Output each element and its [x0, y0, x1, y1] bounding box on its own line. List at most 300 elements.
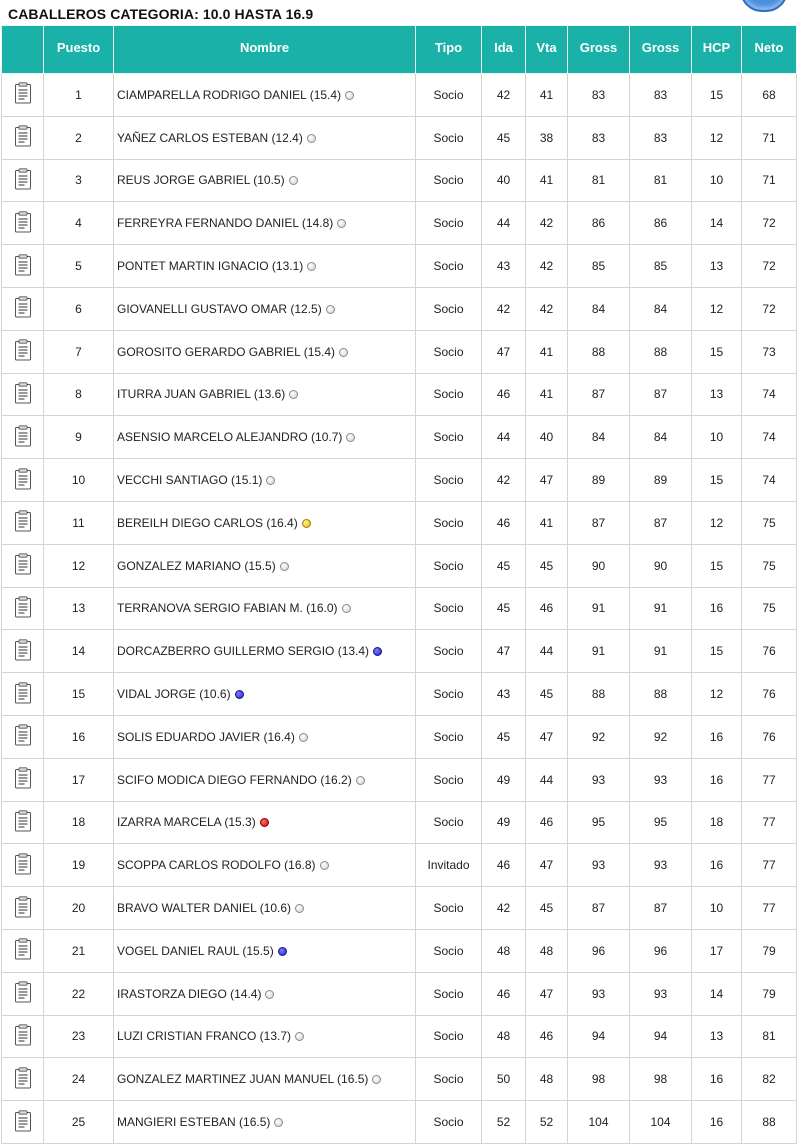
gross-2-cell: 86	[630, 202, 692, 245]
nombre-cell	[114, 758, 416, 801]
ida-cell: 43	[482, 673, 526, 716]
status-dot-icon	[260, 818, 269, 827]
neto-cell: 72	[742, 202, 797, 245]
nombre-cell	[114, 929, 416, 972]
table-row	[2, 929, 797, 972]
vta-cell: 47	[526, 972, 568, 1015]
ida-cell: 48	[482, 1015, 526, 1058]
scorecard-cell	[2, 202, 44, 245]
table-row	[2, 245, 797, 288]
nombre-cell	[114, 245, 416, 288]
hcp-cell: 17	[692, 929, 742, 972]
scorecard-cell	[2, 459, 44, 502]
neto-cell: 75	[742, 501, 797, 544]
puesto-cell: 23	[44, 1015, 114, 1058]
puesto-cell: 17	[44, 758, 114, 801]
scorecard-cell	[2, 715, 44, 758]
gross-2-cell: 85	[630, 245, 692, 288]
tipo-cell: Socio	[416, 758, 482, 801]
tipo-cell: Socio	[416, 544, 482, 587]
tipo-cell: Socio	[416, 116, 482, 159]
scorecard-icon[interactable]	[14, 468, 32, 493]
status-dot-icon	[326, 305, 335, 314]
tipo-cell: Socio	[416, 501, 482, 544]
nombre-cell	[114, 159, 416, 202]
header-vta[interactable]: Vta	[526, 26, 568, 74]
scorecard-cell	[2, 844, 44, 887]
neto-cell: 74	[742, 459, 797, 502]
gross-cell: 96	[568, 929, 630, 972]
ida-cell: 44	[482, 202, 526, 245]
hcp-cell: 16	[692, 758, 742, 801]
hcp-cell: 18	[692, 801, 742, 844]
vta-cell: 41	[526, 373, 568, 416]
status-dot-icon	[289, 390, 298, 399]
table-row	[2, 630, 797, 673]
player-name: LUZI CRISTIAN FRANCO (13.7)	[117, 1029, 292, 1044]
table-row	[2, 887, 797, 930]
nombre-cell	[114, 287, 416, 330]
ida-cell: 50	[482, 1058, 526, 1101]
vta-cell: 42	[526, 202, 568, 245]
puesto-cell: 16	[44, 715, 114, 758]
vta-cell: 42	[526, 245, 568, 288]
scorecard-icon[interactable]	[14, 810, 32, 835]
scorecard-cell	[2, 1101, 44, 1144]
scorecard-icon[interactable]	[14, 425, 32, 450]
puesto-cell: 25	[44, 1101, 114, 1144]
gross-cell: 87	[568, 887, 630, 930]
gross-cell: 83	[568, 116, 630, 159]
vta-cell: 41	[526, 74, 568, 117]
results-table	[1, 25, 797, 1144]
scorecard-cell	[2, 1015, 44, 1058]
gross-cell: 84	[568, 287, 630, 330]
puesto-cell: 2	[44, 116, 114, 159]
gross-cell: 85	[568, 245, 630, 288]
neto-cell: 72	[742, 287, 797, 330]
ida-cell: 42	[482, 287, 526, 330]
nombre-cell	[114, 459, 416, 502]
table-row	[2, 1058, 797, 1101]
player-name: ASENSIO MARCELO ALEJANDRO (10.7)	[117, 430, 343, 445]
scorecard-cell	[2, 245, 44, 288]
gross-2-cell: 93	[630, 844, 692, 887]
vta-cell: 44	[526, 630, 568, 673]
tipo-cell: Socio	[416, 972, 482, 1015]
hcp-cell: 16	[692, 1058, 742, 1101]
player-name: DORCAZBERRO GUILLERMO SERGIO (13.4)	[117, 644, 370, 659]
neto-cell: 76	[742, 715, 797, 758]
vta-cell: 48	[526, 929, 568, 972]
scorecard-cell	[2, 1058, 44, 1101]
gross-cell: 93	[568, 844, 630, 887]
tipo-cell: Socio	[416, 1015, 482, 1058]
gross-2-cell: 92	[630, 715, 692, 758]
table-row	[2, 159, 797, 202]
puesto-cell: 4	[44, 202, 114, 245]
hcp-cell: 16	[692, 1101, 742, 1144]
scorecard-icon[interactable]	[14, 938, 32, 963]
status-dot-icon	[289, 176, 298, 185]
scorecard-cell	[2, 159, 44, 202]
hcp-cell: 15	[692, 330, 742, 373]
gross-2-cell: 93	[630, 758, 692, 801]
vta-cell: 40	[526, 416, 568, 459]
tipo-cell: Socio	[416, 929, 482, 972]
table-row	[2, 116, 797, 159]
neto-cell: 77	[742, 844, 797, 887]
scorecard-icon[interactable]	[14, 168, 32, 193]
hcp-cell: 12	[692, 673, 742, 716]
neto-cell: 77	[742, 801, 797, 844]
header-nombre[interactable]: Nombre	[114, 26, 416, 74]
neto-cell: 79	[742, 972, 797, 1015]
status-dot-icon	[345, 91, 354, 100]
ida-cell: 46	[482, 501, 526, 544]
gross-cell: 86	[568, 202, 630, 245]
player-name: ITURRA JUAN GABRIEL (13.6)	[117, 387, 286, 402]
status-dot-icon	[280, 562, 289, 571]
ida-cell: 46	[482, 373, 526, 416]
gross-cell: 88	[568, 330, 630, 373]
tipo-cell: Socio	[416, 630, 482, 673]
neto-cell: 73	[742, 330, 797, 373]
neto-cell: 75	[742, 544, 797, 587]
puesto-cell: 1	[44, 74, 114, 117]
vta-cell: 48	[526, 1058, 568, 1101]
table-row	[2, 544, 797, 587]
gross-cell: 84	[568, 416, 630, 459]
status-dot-icon	[307, 262, 316, 271]
table-row	[2, 459, 797, 502]
scorecard-icon[interactable]	[14, 296, 32, 321]
status-dot-icon	[299, 733, 308, 742]
player-name: SCIFO MODICA DIEGO FERNANDO (16.2)	[117, 772, 352, 787]
scorecard-icon[interactable]	[14, 639, 32, 664]
tipo-cell: Socio	[416, 673, 482, 716]
neto-cell: 74	[742, 373, 797, 416]
status-dot-icon	[274, 1118, 283, 1127]
hcp-cell: 13	[692, 373, 742, 416]
scorecard-cell	[2, 287, 44, 330]
vta-cell: 41	[526, 159, 568, 202]
gross-cell: 90	[568, 544, 630, 587]
ida-cell: 49	[482, 758, 526, 801]
ida-cell: 40	[482, 159, 526, 202]
vta-cell: 46	[526, 1015, 568, 1058]
gross-2-cell: 104	[630, 1101, 692, 1144]
vta-cell: 52	[526, 1101, 568, 1144]
player-name: SCOPPA CARLOS RODOLFO (16.8)	[117, 858, 316, 873]
puesto-cell: 19	[44, 844, 114, 887]
table-row	[2, 373, 797, 416]
gross-2-cell: 84	[630, 287, 692, 330]
header-row	[2, 26, 797, 74]
gross-2-cell: 91	[630, 587, 692, 630]
puesto-cell: 22	[44, 972, 114, 1015]
neto-cell: 81	[742, 1015, 797, 1058]
scorecard-icon[interactable]	[14, 82, 32, 107]
table-row	[2, 202, 797, 245]
tipo-cell: Socio	[416, 801, 482, 844]
vta-cell: 47	[526, 459, 568, 502]
ida-cell: 52	[482, 1101, 526, 1144]
nombre-cell	[114, 330, 416, 373]
vta-cell: 46	[526, 801, 568, 844]
scorecard-icon[interactable]	[14, 125, 32, 150]
status-dot-icon	[342, 604, 351, 613]
header-neto[interactable]: Neto	[742, 26, 797, 74]
player-name: CIAMPARELLA RODRIGO DANIEL (15.4)	[117, 87, 342, 102]
tipo-cell: Socio	[416, 1058, 482, 1101]
gross-2-cell: 88	[630, 330, 692, 373]
table-row	[2, 972, 797, 1015]
scorecard-icon[interactable]	[14, 211, 32, 236]
scorecard-icon[interactable]	[14, 510, 32, 535]
nombre-cell	[114, 544, 416, 587]
vta-cell: 45	[526, 544, 568, 587]
scorecard-icon[interactable]	[14, 1110, 32, 1135]
vta-cell: 41	[526, 330, 568, 373]
player-name: FERREYRA FERNANDO DANIEL (14.8)	[117, 216, 334, 231]
hcp-cell: 16	[692, 587, 742, 630]
gross-cell: 83	[568, 74, 630, 117]
gross-cell: 81	[568, 159, 630, 202]
gross-cell: 88	[568, 673, 630, 716]
scorecard-icon[interactable]	[14, 853, 32, 878]
player-name: YAÑEZ CARLOS ESTEBAN (12.4)	[117, 130, 303, 145]
puesto-cell: 3	[44, 159, 114, 202]
gross-cell: 95	[568, 801, 630, 844]
vta-cell: 42	[526, 287, 568, 330]
gross-cell: 91	[568, 630, 630, 673]
table-row	[2, 801, 797, 844]
hcp-cell: 12	[692, 287, 742, 330]
puesto-cell: 14	[44, 630, 114, 673]
gross-2-cell: 90	[630, 544, 692, 587]
neto-cell: 75	[742, 587, 797, 630]
player-name: SOLIS EDUARDO JAVIER (16.4)	[117, 729, 295, 744]
neto-cell: 88	[742, 1101, 797, 1144]
scorecard-icon[interactable]	[14, 1024, 32, 1049]
scorecard-cell	[2, 929, 44, 972]
gross-2-cell: 83	[630, 74, 692, 117]
scorecard-icon[interactable]	[14, 553, 32, 578]
neto-cell: 79	[742, 929, 797, 972]
ida-cell: 42	[482, 74, 526, 117]
hcp-cell: 16	[692, 715, 742, 758]
puesto-cell: 6	[44, 287, 114, 330]
neto-cell: 71	[742, 116, 797, 159]
tipo-cell: Socio	[416, 587, 482, 630]
tipo-cell: Invitado	[416, 844, 482, 887]
puesto-cell: 10	[44, 459, 114, 502]
neto-cell: 76	[742, 630, 797, 673]
scorecard-cell	[2, 544, 44, 587]
nombre-cell	[114, 844, 416, 887]
header-gross-2[interactable]: Gross	[630, 26, 692, 74]
tipo-cell: Socio	[416, 416, 482, 459]
nombre-cell	[114, 587, 416, 630]
hcp-cell: 13	[692, 245, 742, 288]
tipo-cell: Socio	[416, 74, 482, 117]
table-row	[2, 673, 797, 716]
player-name: VECCHI SANTIAGO (15.1)	[117, 473, 263, 488]
nombre-cell	[114, 630, 416, 673]
scorecard-cell	[2, 74, 44, 117]
vta-cell: 38	[526, 116, 568, 159]
scorecard-cell	[2, 887, 44, 930]
scorecard-icon[interactable]	[14, 596, 32, 621]
puesto-cell: 7	[44, 330, 114, 373]
vta-cell: 47	[526, 844, 568, 887]
tipo-cell: Socio	[416, 287, 482, 330]
neto-cell: 76	[742, 673, 797, 716]
scorecard-icon[interactable]	[14, 339, 32, 364]
scorecard-cell	[2, 758, 44, 801]
player-name: BEREILH DIEGO CARLOS (16.4)	[117, 515, 298, 530]
header-hcp[interactable]: HCP	[692, 26, 742, 74]
nombre-cell	[114, 1101, 416, 1144]
player-name: MANGIERI ESTEBAN (16.5)	[117, 1115, 271, 1130]
hcp-cell: 10	[692, 416, 742, 459]
nombre-cell	[114, 74, 416, 117]
scorecard-cell	[2, 501, 44, 544]
status-dot-icon	[337, 219, 346, 228]
vta-cell: 41	[526, 501, 568, 544]
table-row	[2, 1015, 797, 1058]
nombre-cell	[114, 972, 416, 1015]
neto-cell: 77	[742, 887, 797, 930]
gross-2-cell: 87	[630, 501, 692, 544]
gross-cell: 87	[568, 373, 630, 416]
scorecard-icon[interactable]	[14, 896, 32, 921]
gross-2-cell: 91	[630, 630, 692, 673]
table-row	[2, 715, 797, 758]
neto-cell: 82	[742, 1058, 797, 1101]
hcp-cell: 16	[692, 844, 742, 887]
corner-badge[interactable]	[740, 0, 788, 12]
header-puesto[interactable]: Puesto	[44, 26, 114, 74]
scorecard-icon[interactable]	[14, 382, 32, 407]
puesto-cell: 18	[44, 801, 114, 844]
gross-2-cell: 89	[630, 459, 692, 502]
puesto-cell: 24	[44, 1058, 114, 1101]
gross-cell: 93	[568, 758, 630, 801]
player-name: VIDAL JORGE (10.6)	[117, 687, 231, 702]
hcp-cell: 14	[692, 972, 742, 1015]
gross-2-cell: 84	[630, 416, 692, 459]
puesto-cell: 15	[44, 673, 114, 716]
gross-cell: 98	[568, 1058, 630, 1101]
player-name: PONTET MARTIN IGNACIO (13.1)	[117, 259, 304, 274]
header-gross[interactable]: Gross	[568, 26, 630, 74]
puesto-cell: 13	[44, 587, 114, 630]
nombre-cell	[114, 501, 416, 544]
header-ida[interactable]: Ida	[482, 26, 526, 74]
nombre-cell	[114, 373, 416, 416]
scorecard-icon[interactable]	[14, 254, 32, 279]
scorecard-cell	[2, 972, 44, 1015]
tipo-cell: Socio	[416, 159, 482, 202]
ida-cell: 49	[482, 801, 526, 844]
scorecard-cell	[2, 373, 44, 416]
header-card	[2, 26, 44, 74]
vta-cell: 44	[526, 758, 568, 801]
ida-cell: 47	[482, 330, 526, 373]
player-name: IRASTORZA DIEGO (14.4)	[117, 986, 262, 1001]
tipo-cell: Socio	[416, 330, 482, 373]
gross-2-cell: 94	[630, 1015, 692, 1058]
vta-cell: 45	[526, 673, 568, 716]
table-row	[2, 758, 797, 801]
gross-cell: 92	[568, 715, 630, 758]
hcp-cell: 15	[692, 74, 742, 117]
gross-cell: 93	[568, 972, 630, 1015]
tipo-cell: Socio	[416, 459, 482, 502]
puesto-cell: 8	[44, 373, 114, 416]
player-name: BRAVO WALTER DANIEL (10.6)	[117, 901, 292, 916]
scorecard-cell	[2, 416, 44, 459]
gross-2-cell: 96	[630, 929, 692, 972]
hcp-cell: 10	[692, 887, 742, 930]
puesto-cell: 12	[44, 544, 114, 587]
tipo-cell: Socio	[416, 245, 482, 288]
hcp-cell: 14	[692, 202, 742, 245]
nombre-cell	[114, 801, 416, 844]
page-title: CABALLEROS CATEGORIA: 10.0 HASTA 16.9	[8, 6, 314, 22]
hcp-cell: 15	[692, 459, 742, 502]
scorecard-icon[interactable]	[14, 682, 32, 707]
ida-cell: 45	[482, 116, 526, 159]
neto-cell: 68	[742, 74, 797, 117]
ida-cell: 47	[482, 630, 526, 673]
status-dot-icon	[307, 134, 316, 143]
nombre-cell	[114, 416, 416, 459]
scorecard-icon[interactable]	[14, 724, 32, 749]
puesto-cell: 11	[44, 501, 114, 544]
scorecard-cell	[2, 630, 44, 673]
status-dot-icon	[265, 990, 274, 999]
gross-2-cell: 95	[630, 801, 692, 844]
player-name: GOROSITO GERARDO GABRIEL (15.4)	[117, 344, 336, 359]
nombre-cell	[114, 1058, 416, 1101]
nombre-cell	[114, 673, 416, 716]
scorecard-cell	[2, 801, 44, 844]
player-name: IZARRA MARCELA (15.3)	[117, 815, 256, 830]
nombre-cell	[114, 116, 416, 159]
player-name: TERRANOVA SERGIO FABIAN M. (16.0)	[117, 601, 338, 616]
gross-2-cell: 87	[630, 373, 692, 416]
neto-cell: 77	[742, 758, 797, 801]
status-dot-icon	[320, 861, 329, 870]
tipo-cell: Socio	[416, 715, 482, 758]
gross-cell: 87	[568, 501, 630, 544]
gross-cell: 89	[568, 459, 630, 502]
tipo-cell: Socio	[416, 202, 482, 245]
header-tipo[interactable]: Tipo	[416, 26, 482, 74]
status-dot-icon	[339, 348, 348, 357]
scorecard-icon[interactable]	[14, 767, 32, 792]
table-row	[2, 1101, 797, 1144]
scorecard-icon[interactable]	[14, 1067, 32, 1092]
nombre-cell	[114, 887, 416, 930]
ida-cell: 45	[482, 544, 526, 587]
status-dot-icon	[302, 519, 311, 528]
scorecard-icon[interactable]	[14, 981, 32, 1006]
ida-cell: 46	[482, 844, 526, 887]
